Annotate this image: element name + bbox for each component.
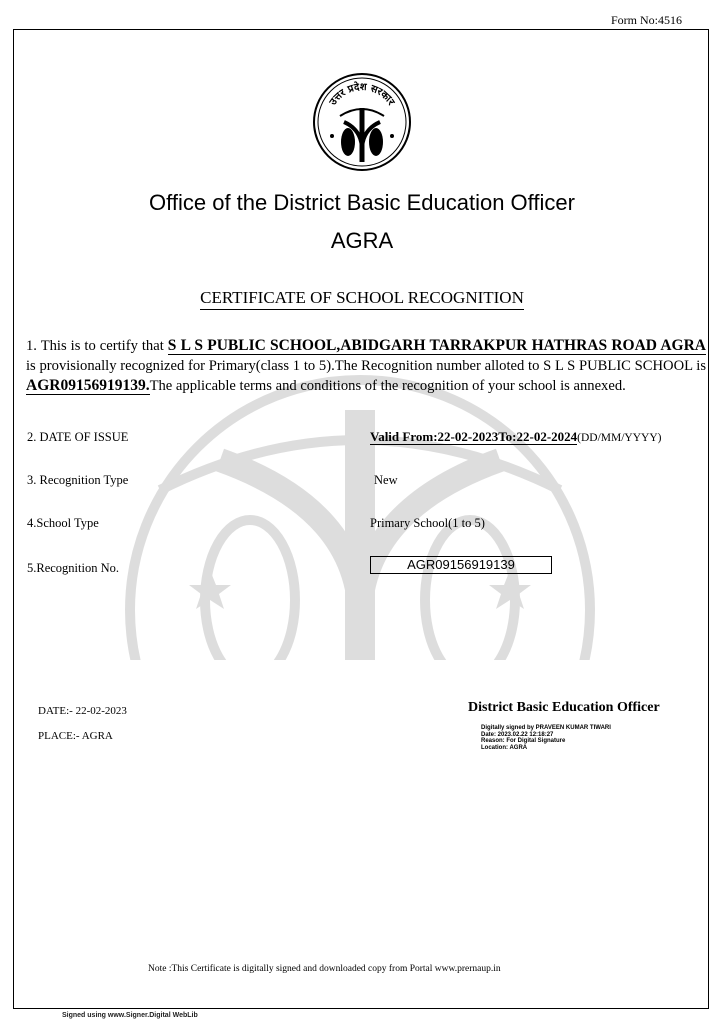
- signature-line-2: Date: 2023.02.22 12:18:27: [481, 731, 554, 738]
- issue-date: DATE:- 22-02-2023: [38, 705, 127, 717]
- signature-line-3: Reason: For Digital Signature: [481, 738, 566, 744]
- certificate-heading: [0, 288, 724, 308]
- date-of-issue-label: 2. DATE OF ISSUE: [27, 430, 129, 444]
- recognition-no-box: AGR09156919139: [370, 556, 552, 574]
- recognition-type-label: 3. Recognition Type: [27, 473, 129, 487]
- paragraph-recognition-no: AGR09156919139.: [26, 377, 150, 394]
- paragraph-intro: 1. This is to certify that: [26, 338, 168, 354]
- school-type-label: 4.School Type: [27, 516, 99, 530]
- signature-line-4: Location: AGRA: [481, 744, 528, 751]
- certification-paragraph: [26, 336, 706, 396]
- digital-signature-block: [481, 725, 611, 751]
- school-name: S L S PUBLIC SCHOOL,ABIDGARH TARRAKPUR HATHRAS ROAD AGRA: [167, 337, 706, 354]
- school-type-value: Primary School(1 to 5): [370, 516, 485, 530]
- recognition-no-label: 5.Recognition No.: [27, 561, 120, 575]
- certificate-heading-text: CERTIFICATE OF SCHOOL RECOGNITION: [200, 288, 524, 310]
- paragraph-end: The applicable terms and conditions of the recognition of your school is annexed.: [149, 378, 626, 394]
- validity-row: [370, 429, 662, 445]
- signature-line-1: Digitally signed by PRAVEEN KUMAR TIWARI: [481, 725, 611, 731]
- recognition-type-value: New: [374, 473, 398, 487]
- svg-text:उत्तर प्रदेश सरकार: उत्तर प्रदेश सरकार: [327, 81, 397, 108]
- date-format: (DD/MM/YYYY): [577, 432, 662, 444]
- officer-title: District Basic Education Officer: [468, 700, 660, 715]
- office-title: Office of the District Basic Education Officer: [149, 190, 575, 215]
- validity-value: Valid From:22-02-2023To:22-02-2024: [370, 429, 578, 444]
- office-city: AGRA: [330, 228, 394, 253]
- signed-using-text: Signed using www.Signer.Digital WebLib: [62, 1012, 198, 1019]
- uttar-pradesh-emblem-icon: [312, 72, 412, 172]
- footer-note: Note :This Certificate is digitally signed and downloaded copy from Portal www.prernaup.in: [148, 964, 501, 974]
- issue-place: PLACE:- AGRA: [38, 730, 113, 742]
- watermark-emblem-icon: [100, 370, 620, 660]
- form-number: Form No:4516: [610, 13, 682, 27]
- paragraph-middle: is provisionally recognized for Primary(class 1 to 5).The Recognition number alloted to S L S PUBLIC SCHOOL is: [26, 358, 706, 374]
